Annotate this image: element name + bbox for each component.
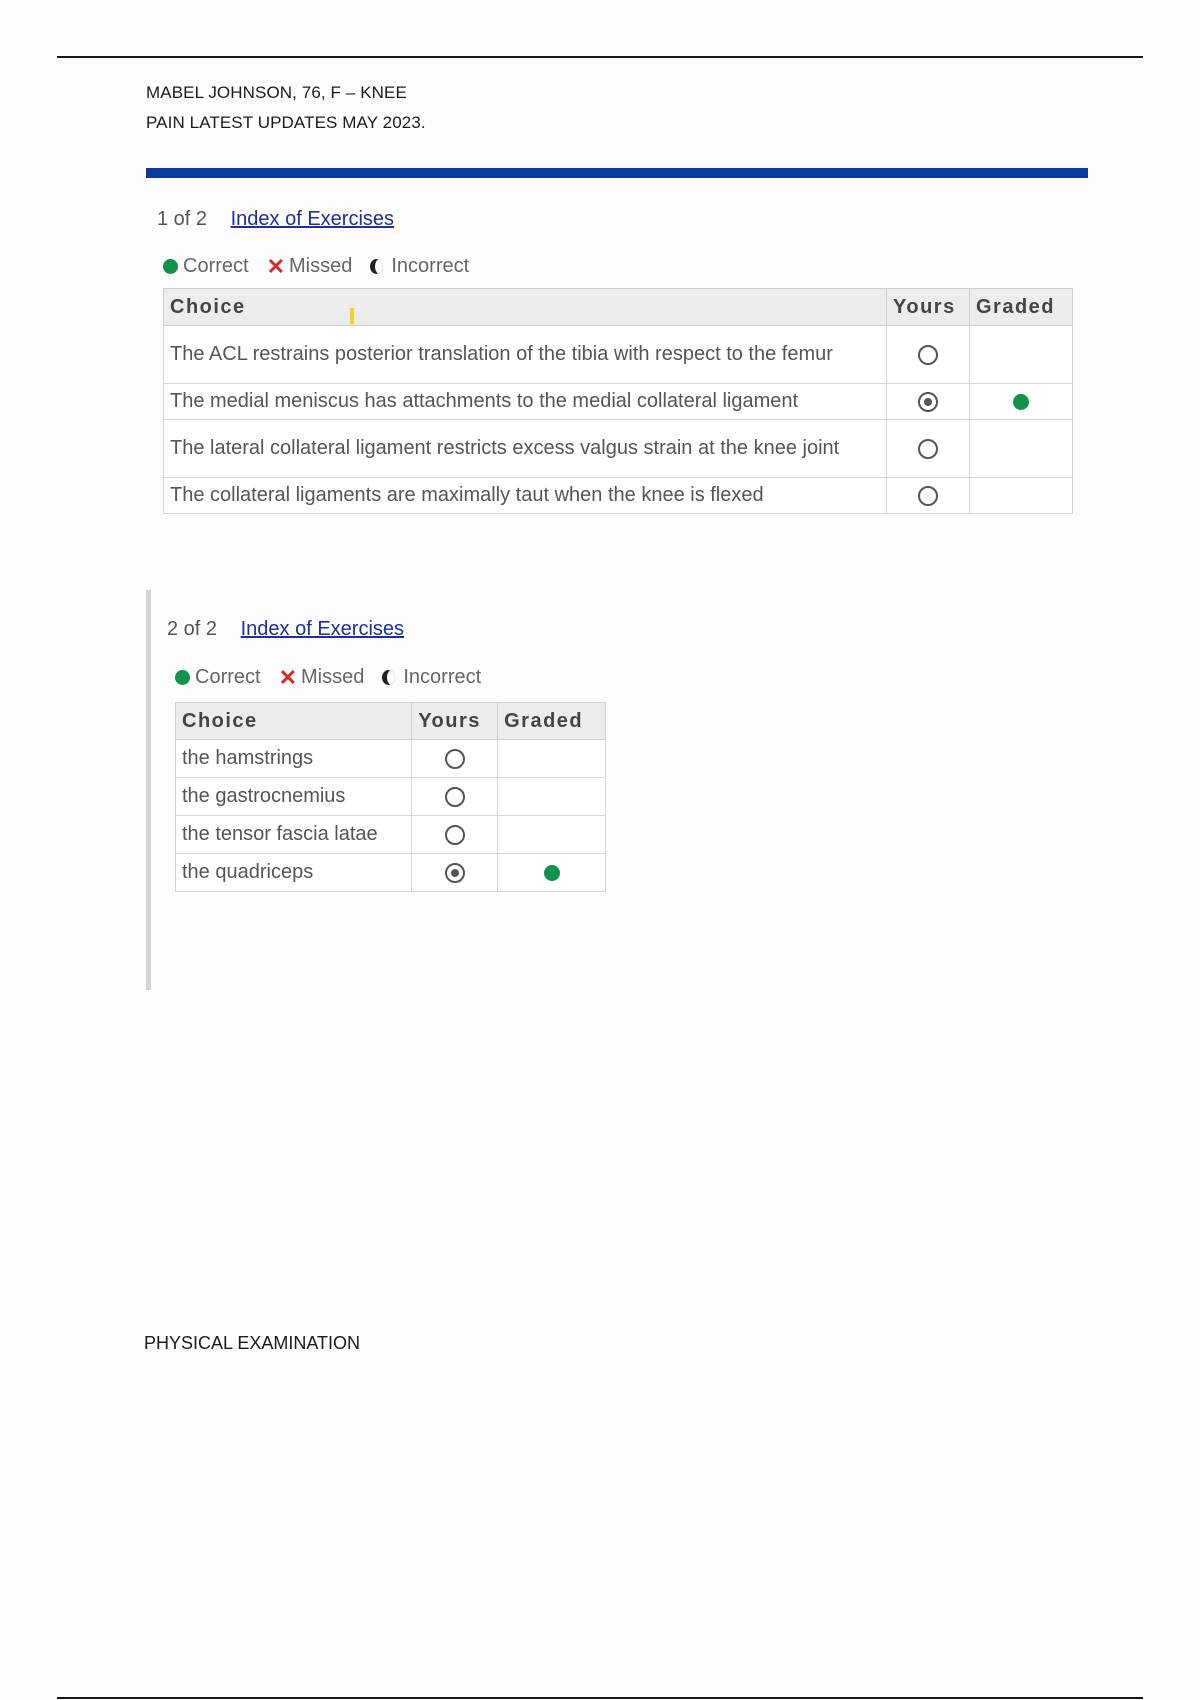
choice-text: the quadriceps: [176, 854, 412, 892]
question-1-header: [157, 208, 394, 231]
graded-correct-dot-icon: [544, 865, 560, 881]
question-2-left-border: [146, 590, 151, 990]
document-header: [146, 78, 426, 138]
legend-missed: ✕ Missed: [266, 253, 353, 279]
missed-x-icon: ✕: [266, 253, 286, 279]
table-row: [176, 854, 606, 892]
legend-correct: Correct: [163, 255, 249, 278]
incorrect-crescent-icon: [382, 670, 395, 685]
choice-text: the gastrocnemius: [176, 778, 412, 816]
question-2-index-link[interactable]: Index of Exercises: [240, 618, 405, 640]
text-cursor-marker: [350, 308, 354, 324]
question-1-index-link[interactable]: Index of Exercises: [230, 208, 395, 230]
table-row: [176, 816, 606, 854]
bottom-rule: [57, 1697, 1143, 1699]
top-rule: [57, 56, 1143, 58]
graded-correct-dot-icon: [1013, 394, 1029, 410]
question-2-table: [175, 702, 606, 892]
column-choice: Choice: [176, 703, 412, 740]
missed-x-icon: ✕: [278, 664, 298, 690]
section-title-physical-examination: PHYSICAL EXAMINATION: [144, 1333, 361, 1353]
column-yours: Yours: [887, 289, 970, 326]
choice-text: The lateral collateral ligament restricts excess valgus strain at the knee joint: [164, 420, 887, 478]
choice-text: the hamstrings: [176, 740, 412, 778]
choice-text: The collateral ligaments are maximally taut when the knee is flexed: [164, 478, 887, 514]
table-row: [176, 740, 606, 778]
radio-unselected[interactable]: [445, 749, 465, 769]
legend-correct: Correct: [175, 666, 261, 689]
choice-text: The medial meniscus has attachments to the medial collateral ligament: [164, 384, 887, 420]
legend-incorrect: Incorrect: [382, 666, 481, 689]
column-graded: Graded: [498, 703, 606, 740]
radio-unselected[interactable]: [918, 486, 938, 506]
column-graded: Graded: [970, 289, 1073, 326]
question-2-header: [167, 618, 404, 641]
radio-selected[interactable]: [918, 392, 938, 412]
question-2-legend: [175, 666, 499, 689]
question-1-table: [163, 288, 1073, 514]
table-row: [176, 778, 606, 816]
radio-unselected[interactable]: [445, 787, 465, 807]
radio-unselected[interactable]: [445, 825, 465, 845]
choice-text: The ACL restrains posterior translation of the tibia with respect to the femur: [164, 326, 887, 384]
choice-text: the tensor fascia latae: [176, 816, 412, 854]
legend-missed: ✕ Missed: [278, 664, 365, 690]
accent-bar: [146, 168, 1088, 178]
table-row: [164, 384, 1073, 420]
incorrect-crescent-icon: [370, 259, 383, 274]
table-row: [164, 326, 1073, 384]
table-row: [164, 478, 1073, 514]
question-2-count: 2 of 2: [167, 618, 218, 640]
question-1-count: 1 of 2: [157, 208, 208, 230]
table-row: [164, 420, 1073, 478]
correct-dot-icon: [175, 670, 190, 685]
radio-unselected[interactable]: [918, 439, 938, 459]
column-yours: Yours: [412, 703, 498, 740]
header-line-1: MABEL JOHNSON, 76, F – KNEE: [146, 83, 407, 102]
header-line-2: PAIN LATEST UPDATES MAY 2023.: [146, 113, 426, 132]
legend-incorrect: Incorrect: [370, 255, 469, 278]
question-1-legend: [163, 255, 487, 278]
radio-unselected[interactable]: [918, 345, 938, 365]
column-choice: Choice: [164, 289, 887, 326]
correct-dot-icon: [163, 259, 178, 274]
radio-selected[interactable]: [445, 863, 465, 883]
